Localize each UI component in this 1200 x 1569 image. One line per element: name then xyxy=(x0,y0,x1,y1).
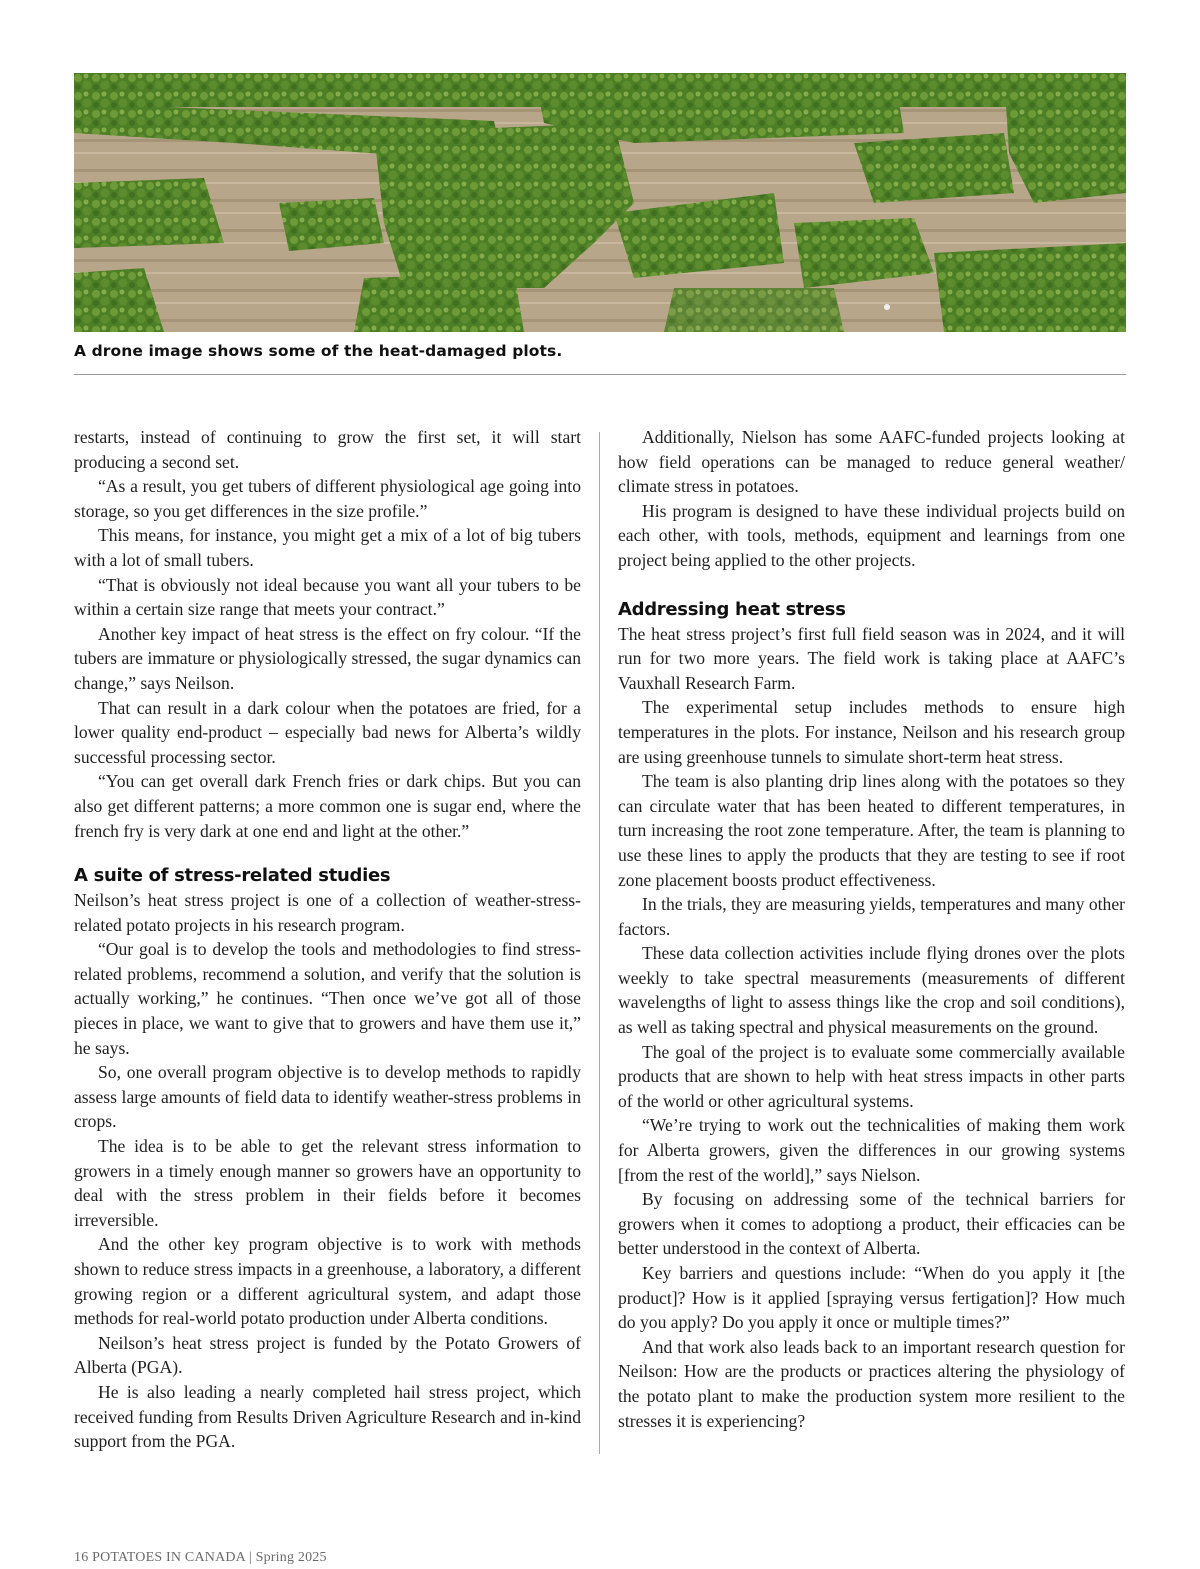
right-paragraph-12: And that work also leads back to an important research question for Neilson: How are the products or practices altering the physiology of the potato plant to make the production system more resilient to the stresses it is experiencing? xyxy=(618,1336,1125,1431)
photo-caption: A drone image shows some of the heat-damaged plots. xyxy=(74,342,563,360)
left-column xyxy=(74,425,581,1454)
left-paragraph-6: That can result in a dark colour when the potatoes are fried, for a lower quality end-product – especially bad news for Alberta’s wildly successful processing sector. xyxy=(74,697,581,767)
drone-photo-graphic xyxy=(74,73,1126,332)
left-paragraph-12: And the other key program objective is to work with methods shown to reduce stress impacts in a greenhouse, a laboratory, a different growing region or a different agricultural system, and adapt those methods for real-world potato production under Alberta conditions. xyxy=(74,1234,581,1329)
left-paragraph-2: “As a result, you get tubers of different physiological age going into storage, so you get differences in the size profile.” xyxy=(74,476,581,521)
right-paragraph-3: The heat stress project’s first full field season was in 2024, and it will run for two more years. The field work is taking place at AAFC’s Vauxhall Research Farm. xyxy=(618,623,1125,693)
right-paragraph-10: By focusing on addressing some of the technical barriers for growers when it comes to adoptiong a product, their efficacies can be better understood in the context of Alberta. xyxy=(618,1189,1125,1259)
right-paragraph-5: The team is also planting drip lines along with the potatoes so they can circulate water that has been heated to different temperatures, in turn increasing the root zone temperature. After, the team is planning to use these lines to apply the products that they are testing to see if root zone placement boosts product effectiveness. xyxy=(618,771,1125,890)
page-footer: 16 POTATOES IN CANADA | Spring 2025 xyxy=(74,1550,327,1565)
right-paragraph-2: His program is designed to have these individual projects build on each other, with tools, methods, equipment and learnings from one project being applied to the other projects. xyxy=(618,500,1125,570)
section-heading-heat-stress: Addressing heat stress xyxy=(618,598,846,620)
left-paragraph-8: Neilson’s heat stress project is one of a collection of weather-stress-related potato projects in his research program. xyxy=(74,890,581,935)
left-paragraph-3: This means, for instance, you might get a mix of a lot of big tubers with a lot of small tubers. xyxy=(74,525,581,570)
left-paragraph-1: restarts, instead of continuing to grow the first set, it will start producing a second set. xyxy=(74,427,581,472)
right-paragraph-11: Key barriers and questions include: “When do you apply it [the product]? How is it applied [spraying versus fertigation]? How much do you apply? Do you apply it once or multiple times?” xyxy=(618,1263,1125,1333)
drone-photo xyxy=(74,73,1126,332)
section-heading-studies: A suite of stress-related studies xyxy=(74,865,391,887)
right-paragraph-8: The goal of the project is to evaluate some commercially available products that are shown to help with heat stress impacts in other parts of the world or other agricultural systems. xyxy=(618,1041,1125,1111)
left-paragraph-11: The idea is to be able to get the relevant stress information to growers in a timely enough manner so growers have an opportunity to deal with the stress problem in their fields before it becomes irreversible. xyxy=(74,1136,581,1230)
left-paragraph-5: Another key impact of heat stress is the effect on fry colour. “If the tubers are immature or physiologically stressed, the sugar dynamics can change,” says Neilson. xyxy=(74,623,581,693)
left-paragraph-9: “Our goal is to develop the tools and methodologies to find stress-related problems, recommend a solution, and verify that the solution is actually working,” he continues. “Then once we’ve got all of those pieces in place, we want to give that to growers and have them use it,” he says. xyxy=(74,939,581,1058)
right-paragraph-9: “We’re trying to work out the technicalities of making them work for Alberta growers, given the differences in our growing systems [from the rest of the world],” says Nielson. xyxy=(618,1115,1125,1185)
caption-divider xyxy=(74,374,1126,375)
right-paragraph-4: The experimental setup includes methods to ensure high temperatures in the plots. For instance, Neilson and his research group are using greenhouse tunnels to simulate short-term heat stress. xyxy=(618,697,1125,767)
left-paragraph-7: “You can get overall dark French fries or dark chips. But you can also get different patterns; a more common one is sugar end, where the french fry is very dark at one end and light at the other.” xyxy=(74,771,581,841)
right-column xyxy=(618,425,1125,1433)
left-paragraph-4: “That is obviously not ideal because you want all your tubers to be within a certain size range that meets your contract.” xyxy=(74,574,581,620)
right-paragraph-1: Additionally, Nielson has some AAFC-funded projects looking at how field operations can be managed to reduce general weather/ climate stress in potatoes. xyxy=(618,427,1125,497)
left-paragraph-10: So, one overall program objective is to develop methods to rapidly assess large amounts of field data to identify weather-stress problems in crops. xyxy=(74,1062,581,1132)
left-paragraph-14: He is also leading a nearly completed hail stress project, which received funding from Results Driven Agriculture Research and in-kind support from the PGA. xyxy=(74,1381,581,1452)
right-paragraph-7: These data collection activities include flying drones over the plots weekly to take spectral measurements (measurements of different wavelengths of light to assess things like the crop and soil conditions), as well as taking spectral and physical measurements on the ground. xyxy=(618,943,1125,1038)
right-paragraph-6: In the trials, they are measuring yields, temperatures and many other factors. xyxy=(618,894,1125,939)
column-divider xyxy=(599,432,600,1454)
left-paragraph-13: Neilson’s heat stress project is funded by the Potato Growers of Alberta (PGA). xyxy=(74,1332,581,1378)
